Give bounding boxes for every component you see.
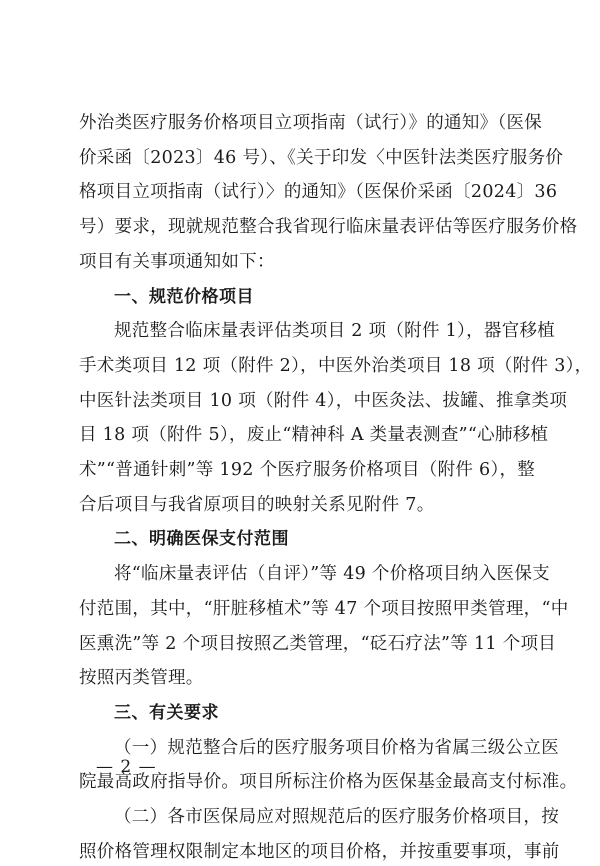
body-line: （二）各市医保局应对照规范后的医疗服务价格项目，按	[114, 807, 559, 827]
body-line: 手术类项目 12 项（附件 2），中医外治类项目 18 项（附件 3），	[79, 356, 593, 376]
body-line: 将“临床量表评估（自评）”等 49 个价格项目纳入医保支	[114, 564, 550, 584]
body-line: 价采函〔2023〕46 号）、《关于印发〈中医针法类医疗服务价	[79, 148, 564, 168]
body-line: 目 18 项（附件 5），废止“精神科 A 类量表测查”“心肺移植	[79, 425, 549, 445]
page-number: — 2 —	[96, 757, 157, 777]
body-line: 中医针法类项目 10 项（附件 4），中医灸法、拔罐、推拿类项	[79, 391, 568, 411]
body-line: （一）规范整合后的医疗服务项目价格为省属三级公立医	[114, 738, 559, 758]
section-heading: 三、有关要求	[114, 703, 219, 723]
body-line: 院最高政府指导价。项目所标注价格为医保基金最高支付标准。	[79, 772, 578, 792]
body-line: 外治类医疗服务价格项目立项指南（试行）》的通知》（医保	[79, 113, 543, 133]
body-line: 按照丙类管理。	[79, 668, 204, 688]
body-line: 号）要求，现就规范整合我省现行临床量表评估等医疗服务价格	[79, 217, 578, 237]
body-line: 规范整合临床量表评估类项目 2 项（附件 1），器官移植	[114, 321, 556, 341]
section-heading: 二、明确医保支付范围	[114, 529, 289, 549]
body-line: 格项目立项指南（试行）〉的通知》（医保价采函〔2024〕36	[79, 182, 558, 202]
body-line: 医熏洗”等 2 个项目按照乙类管理，“砭石疗法”等 11 个项目	[79, 634, 557, 654]
body-line: 项目有关事项通知如下：	[79, 252, 275, 272]
section-heading: 一、规范价格项目	[114, 287, 254, 307]
body-line: 照价格管理权限制定本地区的项目价格，并按重要事项，事前	[79, 842, 560, 862]
body-line: 合后项目与我省原项目的映射关系见附件 7。	[79, 495, 435, 515]
body-line: 付范围，其中，“肝脏移植术”等 47 个项目按照甲类管理，“中	[79, 599, 569, 619]
body-line: 术”“普通针刺”等 192 个医疗服务价格项目（附件 6），整	[79, 460, 536, 480]
